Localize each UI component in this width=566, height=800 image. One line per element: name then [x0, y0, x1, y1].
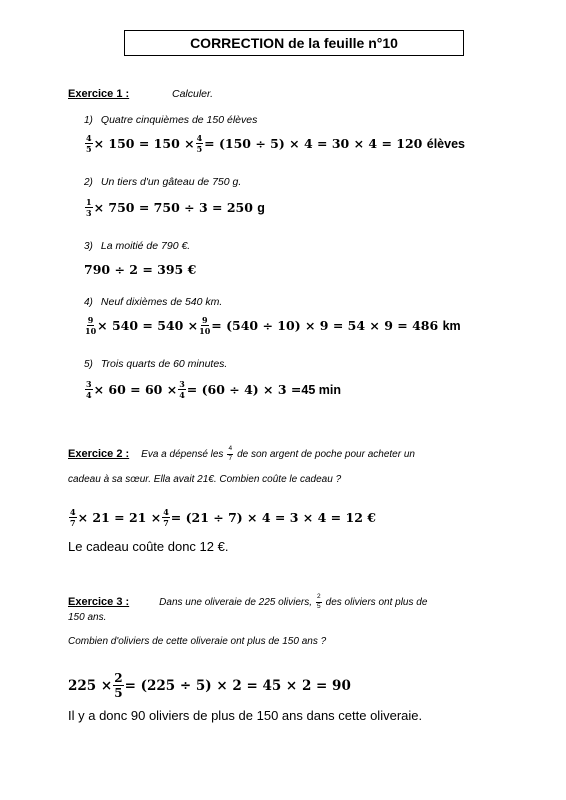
calc-part: × 60 = 60 × — [93, 382, 178, 397]
calc-part: = (150 ÷ 5) × 4 = 30 × 4 = 120 — [204, 136, 423, 151]
exercise-3-statement — [68, 594, 427, 610]
item-number: 5) — [84, 359, 93, 370]
ex1-item-1-statement — [84, 110, 257, 128]
ex1-item-2-calculation — [84, 198, 265, 217]
ex1-item-5-statement — [84, 354, 227, 372]
exercise-2-statement-line-2: cadeau à sa sœur. Ella avait 21€. Combien coûte le cadeau ? — [68, 474, 342, 485]
ex1-item-5-calculation — [84, 380, 341, 399]
ex2-conclusion: Le cadeau coûte donc 12 €. — [68, 539, 229, 554]
statement-text: de son argent de poche pour acheter un — [237, 448, 415, 460]
item-number: 4) — [84, 297, 93, 308]
statement-text: Eva a dépensé les — [141, 448, 224, 460]
fraction: $\frac{3}{4}$ — [179, 379, 185, 400]
ex3-calculation — [68, 672, 351, 699]
ex2-calculation — [68, 508, 376, 527]
fraction: $\frac{4}{5}$ — [86, 133, 92, 154]
calc-part: 790 ÷ 2 = 395 € — [84, 262, 197, 277]
calc-part: = (21 ÷ 7) × 4 = 3 × 4 = 12 € — [170, 510, 376, 525]
ex3-conclusion: Il y a donc 90 oliviers de plus de 150 ans dans cette oliveraie. — [68, 708, 423, 723]
item-text: Un tiers d'un gâteau de 750 g. — [100, 176, 242, 188]
item-text: Neuf dixièmes de 540 km. — [100, 296, 223, 308]
fraction: $\frac{4}{7}$ — [228, 445, 233, 462]
calc-part: × 540 = 540 × — [97, 318, 199, 333]
calc-unit: élèves — [426, 136, 465, 151]
calc-unit: 45 min — [301, 382, 342, 397]
exercise-2-label: Exercice 2 : — [68, 448, 130, 460]
calc-part: × 750 = 750 ÷ 3 = 250 — [93, 200, 253, 215]
exercise-1-label: Exercice 1 : — [68, 88, 130, 100]
ex1-item-4-calculation — [84, 316, 461, 335]
fraction: $\frac{2}{5}$ — [114, 671, 123, 700]
ex1-item-3-statement — [84, 236, 190, 254]
ex1-item-4-statement — [84, 292, 222, 310]
item-text: Trois quarts de 60 minutes. — [100, 358, 228, 370]
exercise-2-statement — [68, 446, 415, 462]
ex1-item-1-calculation — [84, 134, 465, 153]
fraction: $\frac{1}{3}$ — [86, 197, 92, 218]
calc-part: = (540 ÷ 10) × 9 = 54 × 9 = 486 — [211, 318, 439, 333]
fraction: $\frac{9}{10}$ — [85, 315, 97, 336]
fraction: $\frac{2}{5}$ — [317, 593, 321, 610]
fraction: $\frac{4}{7}$ — [163, 507, 169, 528]
statement-text: Dans une oliveraie de 225 oliviers, — [159, 596, 313, 608]
page-title: CORRECTION de la feuille n°10 — [124, 30, 464, 56]
fraction: $\frac{4}{5}$ — [196, 133, 203, 154]
calc-unit: g — [257, 200, 265, 215]
calc-part: × 150 = 150 × — [93, 136, 195, 151]
item-number: 2) — [84, 177, 93, 188]
fraction: $\frac{4}{7}$ — [70, 507, 76, 528]
item-number: 1) — [84, 115, 93, 126]
calc-part: × 21 = 21 × — [77, 510, 162, 525]
exercise-3-statement-line-2: 150 ans. — [68, 612, 107, 623]
calc-part: = (60 ÷ 4) × 3 = — [186, 382, 302, 397]
fraction: $\frac{3}{4}$ — [86, 379, 92, 400]
calc-part: = (225 ÷ 5) × 2 = 45 × 2 = 90 — [124, 677, 351, 694]
ex1-item-2-statement — [84, 172, 241, 190]
calc-part: 225 × — [68, 677, 113, 694]
exercise-1-instruction: Calculer. — [172, 88, 214, 100]
ex1-item-3-calculation — [84, 262, 196, 277]
item-number: 3) — [84, 241, 93, 252]
fraction: $\frac{9}{10}$ — [199, 315, 211, 336]
item-text: La moitié de 790 €. — [100, 240, 191, 252]
calc-unit: km — [442, 318, 461, 333]
statement-text: des oliviers ont plus de — [325, 596, 428, 608]
exercise-3-label: Exercice 3 : — [68, 596, 130, 608]
exercise-3-question: Combien d'oliviers de cette oliveraie ont plus de 150 ans ? — [68, 636, 327, 647]
item-text: Quatre cinquièmes de 150 élèves — [100, 114, 258, 126]
